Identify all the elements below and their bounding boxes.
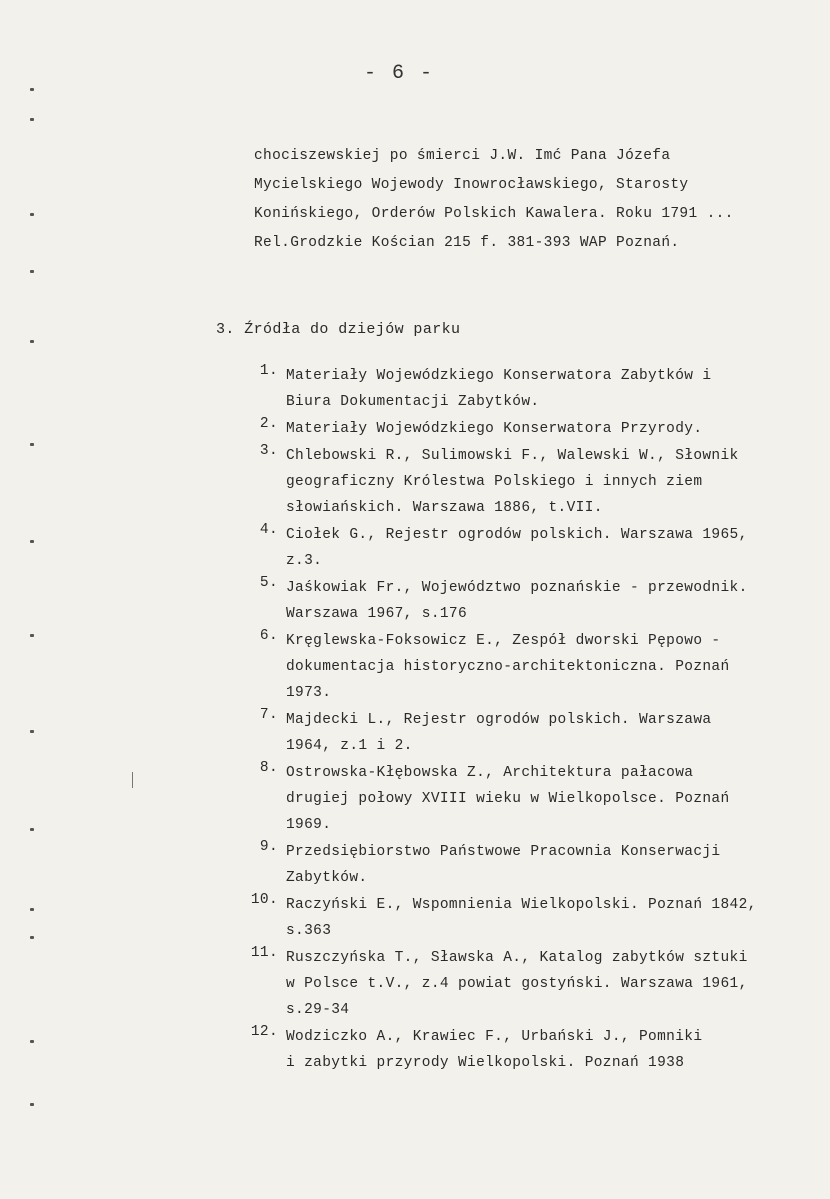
reference-item (238, 760, 818, 838)
reference-number: 5. (259, 575, 278, 591)
stray-mark (132, 772, 133, 788)
reference-line: geograficzny Królestwa Polskiego i innych ziem (286, 474, 703, 490)
margin-mark (30, 828, 34, 831)
reference-line: w Polsce t.V., z.4 powiat gostyński. Warszawa 1961, (286, 976, 748, 992)
margin-mark (30, 908, 34, 911)
reference-line: 1964, z.1 i 2. (286, 738, 413, 754)
reference-line: 1969. (286, 817, 332, 833)
reference-line: słowiańskich. Warszawa 1886, t.VII. (286, 500, 603, 516)
margin-mark (30, 1103, 34, 1106)
reference-item (238, 443, 818, 521)
reference-item (238, 522, 818, 574)
reference-line: Majdecki L., Rejestr ogrodów polskich. Warszawa (286, 712, 712, 728)
reference-line: dokumentacja historyczno-architektoniczna. Poznań (286, 659, 730, 675)
reference-number: 10. (250, 892, 278, 908)
margin-mark (30, 340, 34, 343)
reference-number: 6. (259, 628, 278, 644)
reference-item (238, 839, 818, 891)
reference-line: s.363 (286, 923, 332, 939)
margin-mark (30, 634, 34, 637)
reference-line: Raczyński E., Wspomnienia Wielkopolski. Poznań 1842, (286, 897, 757, 913)
page-number: - 6 - (364, 62, 435, 85)
reference-number: 7. (259, 707, 278, 723)
reference-line: Kręglewska-Foksowicz E., Zespół dworski Pępowo - (286, 633, 721, 649)
reference-number: 3. (259, 443, 278, 459)
margin-mark (30, 88, 34, 91)
reference-line: s.29-34 (286, 1002, 350, 1018)
reference-item (238, 628, 818, 706)
reference-number: 4. (259, 522, 278, 538)
reference-item (238, 363, 818, 415)
reference-line: Ciołek G., Rejestr ogrodów polskich. Warszawa 1965, (286, 527, 748, 543)
reference-line: Ostrowska-Kłębowska Z., Architektura pałacowa (286, 765, 694, 781)
continuation-line: chociszewskiej po śmierci J.W. Imć Pana Józefa (254, 148, 671, 164)
reference-line: i zabytki przyrody Wielkopolski. Poznań 1938 (286, 1055, 685, 1071)
reference-line: Warszawa 1967, s.176 (286, 606, 468, 622)
reference-number: 2. (259, 416, 278, 432)
reference-line: Zabytków. (286, 870, 368, 886)
reference-item (238, 707, 818, 759)
reference-number: 1. (259, 363, 278, 379)
reference-number: 9. (259, 839, 278, 855)
margin-mark (30, 118, 34, 121)
reference-line: Przedsiębiorstwo Państwowe Pracownia Konserwacji (286, 844, 721, 860)
continuation-line: Konińskiego, Orderów Polskich Kawalera. Roku 1791 ... (254, 206, 734, 222)
reference-line: Chlebowski R., Sulimowski F., Walewski W., Słownik (286, 448, 739, 464)
margin-mark (30, 1040, 34, 1043)
continuation-line: Mycielskiego Wojewody Inowrocławskiego, Starosty (254, 177, 689, 193)
reference-item (238, 416, 818, 442)
reference-line: Biura Dokumentacji Zabytków. (286, 394, 540, 410)
section-heading: 3. Źródła do dziejów parku (216, 321, 461, 338)
margin-mark (30, 443, 34, 446)
continuation-paragraph (254, 142, 814, 258)
reference-line: Ruszczyńska T., Sławska A., Katalog zabytków sztuki (286, 950, 748, 966)
reference-number: 8. (259, 760, 278, 776)
reference-line: Materiały Wojewódzkiego Konserwatora Przyrody. (286, 421, 703, 437)
margin-mark (30, 936, 34, 939)
reference-item (238, 575, 818, 627)
reference-list (238, 363, 818, 1077)
reference-item (238, 945, 818, 1023)
reference-item (238, 892, 818, 944)
reference-line: Materiały Wojewódzkiego Konserwatora Zabytków i (286, 368, 712, 384)
reference-line: z.3. (286, 553, 323, 569)
reference-line: Wodziczko A., Krawiec F., Urbański J., Pomniki (286, 1029, 703, 1045)
reference-line: drugiej połowy XVIII wieku w Wielkopolsce. Poznań (286, 791, 730, 807)
reference-item (238, 1024, 818, 1076)
reference-number: 11. (250, 945, 278, 961)
continuation-line: Rel.Grodzkie Kościan 215 f. 381-393 WAP Poznań. (254, 235, 680, 251)
margin-mark (30, 540, 34, 543)
reference-number: 12. (250, 1024, 278, 1040)
margin-mark (30, 270, 34, 273)
reference-line: 1973. (286, 685, 332, 701)
margin-mark (30, 730, 34, 733)
reference-line: Jaśkowiak Fr., Województwo poznańskie - przewodnik. (286, 580, 748, 596)
margin-mark (30, 213, 34, 216)
